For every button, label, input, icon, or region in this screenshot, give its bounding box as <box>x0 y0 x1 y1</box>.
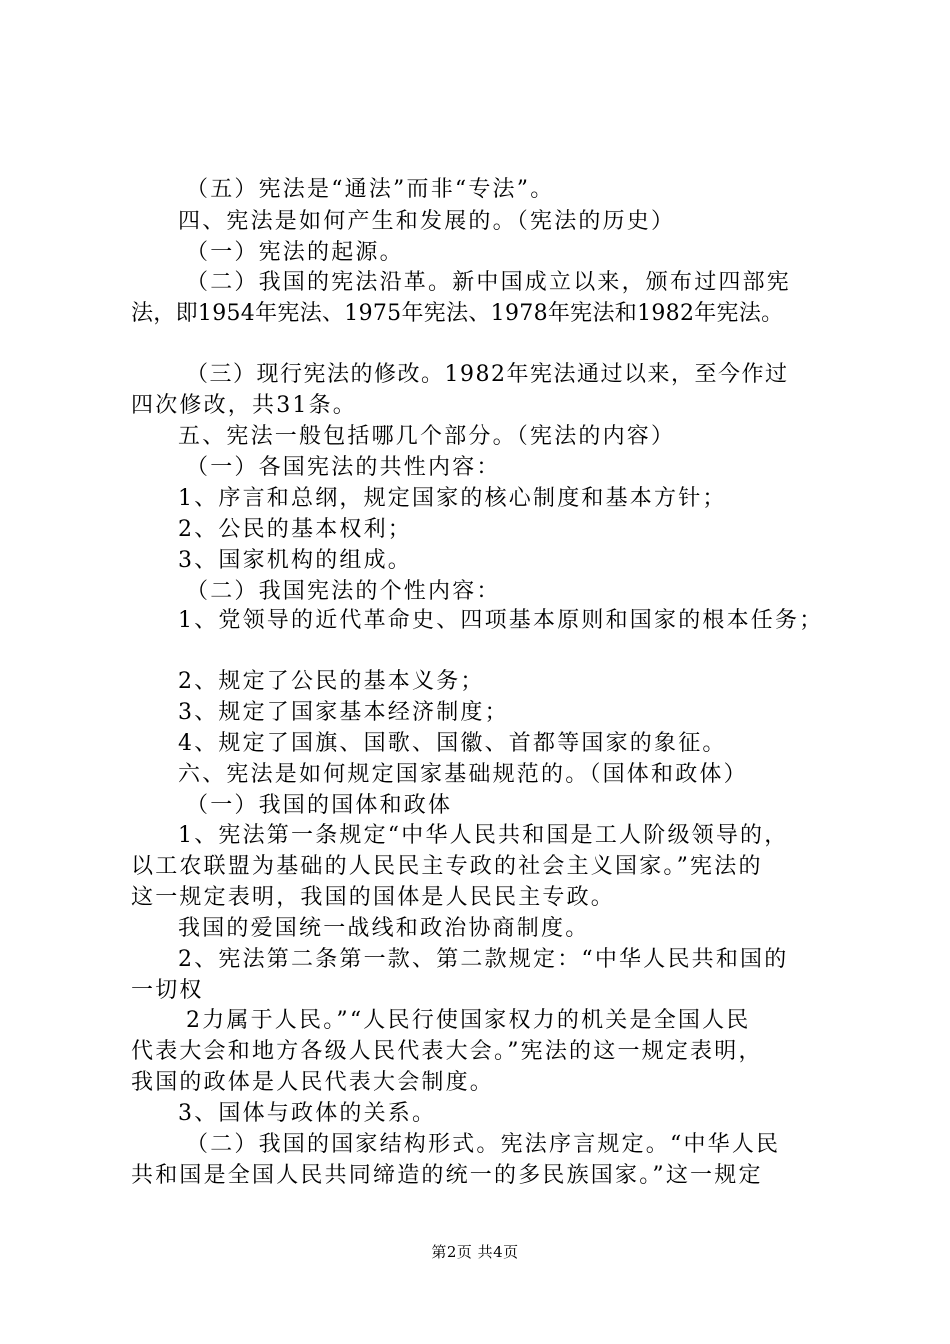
text-line: 2、规定了公民的基本义务； <box>178 669 485 694</box>
text-line: 我国的爱国统一战线和政治协商制度。 <box>178 916 590 941</box>
text-line: 这一规定表明，我国的国体是人民民主专政。 <box>131 885 616 910</box>
text-line: 2力属于人民。”“人民行使国家权力的机关是全国人民 <box>186 1008 751 1033</box>
text-line: 一切权 <box>131 978 204 1003</box>
text-line: 四次修改，共31条。 <box>131 393 357 418</box>
text-line: （三）现行宪法的修改。1982年宪法通过以来，至今作过 <box>186 362 789 387</box>
text-line: 我国的政体是人民代表大会制度。 <box>131 1070 495 1095</box>
page-footer: 第2页 共4页 <box>431 1243 519 1261</box>
text-line: 2、公民的基本权利； <box>178 517 412 542</box>
text-line: （一）我国的国体和政体 <box>186 793 453 818</box>
text-line: 3、国体与政体的关系。 <box>178 1101 437 1126</box>
text-line: 五、宪法一般包括哪几个部分。（宪法的内容） <box>178 424 676 449</box>
text-line: 共和国是全国人民共同缔造的统一的多民族国家。”这一规定 <box>131 1163 763 1188</box>
text-line: 1、党领导的近代革命史、四项基本原则和国家的根本任务； <box>178 608 824 633</box>
text-line: （二）我国宪法的个性内容： <box>186 579 501 604</box>
text-line: 四、宪法是如何产生和发展的。（宪法的历史） <box>178 209 676 234</box>
text-line: 法，即1954年宪法、1975年宪法、1978年宪法和1982年宪法。 <box>131 301 784 326</box>
text-line: 3、国家机构的组成。 <box>178 548 412 573</box>
text-line: 代表大会和地方各级人民代表大会。”宪法的这一规定表明， <box>131 1039 763 1064</box>
text-line: 3、规定了国家基本经济制度； <box>178 700 509 725</box>
text-line: （五）宪法是“通法”而非“专法”。 <box>186 177 555 202</box>
text-line: 4、规定了国旗、国歌、国徽、首都等国家的象征。 <box>178 731 727 756</box>
text-line: 1、宪法第一条规定“中华人民共和国是工人阶级领导的， <box>178 823 789 848</box>
text-line: （二）我国的宪法沿革。新中国成立以来，颁布过四部宪 <box>186 270 792 295</box>
text-line: （二）我国的国家结构形式。宪法序言规定。“中华人民 <box>186 1132 781 1157</box>
text-line: 以工农联盟为基础的人民民主专政的社会主义国家。”宪法的 <box>131 854 763 879</box>
text-line: 1、序言和总纲，规定国家的核心制度和基本方针； <box>178 486 727 511</box>
text-line: （一）宪法的起源。 <box>186 240 404 265</box>
text-line: 六、宪法是如何规定国家基础规范的。（国体和政体） <box>178 762 748 787</box>
text-line: （一）各国宪法的共性内容： <box>186 455 501 480</box>
text-line: 2、宪法第二条第一款、第二款规定：“中华人民共和国的 <box>178 947 789 972</box>
